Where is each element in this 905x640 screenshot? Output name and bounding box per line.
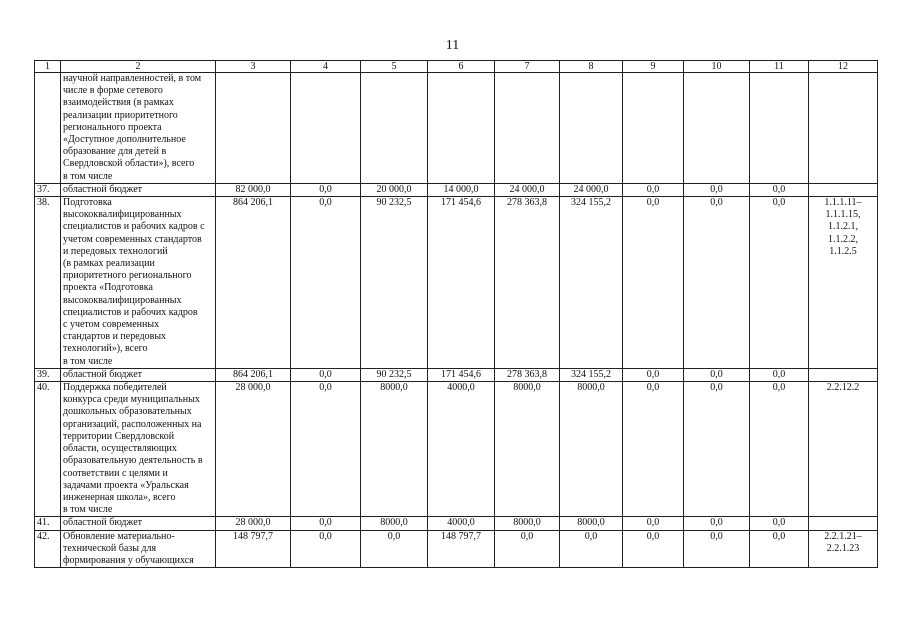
value-cell [291, 73, 361, 184]
column-header: 8 [560, 61, 623, 73]
value-cell: 0,0 [684, 368, 750, 381]
value-cell: 0,0 [684, 183, 750, 196]
description-line: организаций, расположенных на [63, 418, 202, 430]
reference-line: 2.2.1.21– [824, 530, 862, 542]
row-description [61, 368, 216, 381]
column-header: 5 [361, 61, 428, 73]
description-line: стандартов и передовых [63, 331, 167, 343]
description-line: инженерная школа», всего [63, 491, 176, 503]
value-cell: 24 000,0 [560, 183, 623, 196]
value-cell: 0,0 [291, 530, 361, 568]
description-line: Поддержка победителей [63, 382, 167, 394]
description-line: Свердловской области»), всего [63, 158, 195, 170]
table-row [35, 197, 878, 369]
reference-cell [809, 197, 878, 369]
description-line: высококвалифицированных [63, 209, 182, 221]
column-header: 10 [684, 61, 750, 73]
description-line: реализации приоритетного [63, 109, 178, 121]
value-cell: 0,0 [750, 183, 809, 196]
value-cell: 28 000,0 [216, 517, 291, 530]
row-number: 37. [35, 183, 61, 196]
table-row [35, 517, 878, 530]
value-cell: 148 797,7 [216, 530, 291, 568]
reference-line: 1.1.2.1, [828, 221, 858, 233]
value-cell: 4000,0 [428, 382, 495, 517]
value-cell: 0,0 [623, 197, 684, 369]
reference-line: 1.1.1.11– [824, 197, 862, 209]
column-header: 9 [623, 61, 684, 73]
row-description [61, 530, 216, 568]
description-line: специалистов и рабочих кадров с [63, 221, 205, 233]
value-cell: 0,0 [684, 530, 750, 568]
value-cell [361, 73, 428, 184]
value-cell: 20 000,0 [361, 183, 428, 196]
row-number: 38. [35, 197, 61, 369]
reference-cell [809, 183, 878, 196]
description-line: учетом современных стандартов [63, 233, 202, 245]
value-cell: 0,0 [560, 530, 623, 568]
reference-line: 1.1.2.5 [829, 245, 857, 257]
description-line: формирования у обучающихся [63, 554, 194, 566]
value-cell [684, 73, 750, 184]
column-header-row [35, 61, 878, 73]
description-line: с учетом современных [63, 319, 160, 331]
value-cell: 0,0 [291, 517, 361, 530]
page-number: 11 [445, 38, 460, 53]
value-cell: 24 000,0 [495, 183, 560, 196]
value-cell: 0,0 [291, 368, 361, 381]
value-cell: 278 363,8 [495, 197, 560, 369]
description-line: в том числе [63, 170, 113, 182]
description-line: числе в форме сетевого [63, 85, 163, 97]
value-cell: 0,0 [361, 530, 428, 568]
value-cell: 0,0 [623, 382, 684, 517]
budget-table [34, 60, 878, 568]
value-cell: 0,0 [623, 183, 684, 196]
reference-cell [809, 73, 878, 184]
value-cell: 0,0 [291, 382, 361, 517]
description-line: специалистов и рабочих кадров [63, 306, 198, 318]
value-cell [750, 73, 809, 184]
column-header: 2 [61, 61, 216, 73]
row-number: 39. [35, 368, 61, 381]
description-line: в том числе [63, 355, 113, 367]
value-cell: 0,0 [750, 530, 809, 568]
value-cell: 0,0 [623, 517, 684, 530]
value-cell: 8000,0 [361, 382, 428, 517]
value-cell [428, 73, 495, 184]
row-number [35, 73, 61, 184]
table-row [35, 183, 878, 196]
reference-line: 2.2.12.2 [826, 382, 860, 394]
value-cell: 0,0 [750, 382, 809, 517]
reference-cell [809, 382, 878, 517]
value-cell: 90 232,5 [361, 368, 428, 381]
table-row [35, 73, 878, 184]
row-description [61, 382, 216, 517]
value-cell: 864 206,1 [216, 197, 291, 369]
value-cell: 28 000,0 [216, 382, 291, 517]
description-line: технологий»), всего [63, 343, 148, 355]
column-header: 4 [291, 61, 361, 73]
reference-cell [809, 368, 878, 381]
table-row [35, 382, 878, 517]
description-line: взаимодействия (в рамках [63, 97, 174, 109]
description-line: проекта «Подготовка [63, 282, 153, 294]
description-line: соответствии с целями и [63, 467, 168, 479]
description-line: приоритетного регионального [63, 270, 192, 282]
description-line: и передовых технологий [63, 245, 168, 257]
column-header: 11 [750, 61, 809, 73]
reference-line: 2.2.1.23 [826, 542, 860, 554]
description-line: технической базы для [63, 542, 157, 554]
reference-cell [809, 517, 878, 530]
value-cell: 8000,0 [560, 382, 623, 517]
description-line: регионального проекта [63, 121, 162, 133]
description-line: «Доступное дополнительное [63, 134, 186, 146]
description-line: территории Свердловской [63, 430, 175, 442]
description-line: Подготовка [63, 197, 112, 209]
value-cell: 324 155,2 [560, 368, 623, 381]
value-cell: 0,0 [684, 382, 750, 517]
column-header: 6 [428, 61, 495, 73]
value-cell: 171 454,6 [428, 368, 495, 381]
value-cell: 0,0 [495, 530, 560, 568]
row-number: 42. [35, 530, 61, 568]
value-cell: 278 363,8 [495, 368, 560, 381]
value-cell: 8000,0 [361, 517, 428, 530]
value-cell: 0,0 [750, 517, 809, 530]
value-cell: 864 206,1 [216, 368, 291, 381]
description-line: образовательную деятельность в [63, 455, 203, 467]
table-row [35, 530, 878, 568]
reference-line: 1.1.1.15, [825, 209, 861, 221]
description-line: области, осуществляющих [63, 443, 177, 455]
reference-line: 1.1.2.2, [828, 233, 858, 245]
row-description [61, 73, 216, 184]
description-line: областной бюджет [63, 183, 143, 195]
row-description [61, 197, 216, 369]
value-cell: 148 797,7 [428, 530, 495, 568]
value-cell: 324 155,2 [560, 197, 623, 369]
description-line: высококвалифицированных [63, 294, 182, 306]
value-cell: 8000,0 [560, 517, 623, 530]
row-number: 40. [35, 382, 61, 517]
value-cell [495, 73, 560, 184]
value-cell: 0,0 [684, 197, 750, 369]
column-header: 12 [809, 61, 878, 73]
value-cell: 0,0 [750, 368, 809, 381]
reference-cell [809, 530, 878, 568]
column-header: 7 [495, 61, 560, 73]
value-cell: 0,0 [623, 530, 684, 568]
value-cell: 0,0 [291, 183, 361, 196]
description-line: образование для детей в [63, 146, 167, 158]
value-cell: 0,0 [623, 368, 684, 381]
row-description [61, 183, 216, 196]
value-cell: 0,0 [291, 197, 361, 369]
value-cell: 4000,0 [428, 517, 495, 530]
value-cell: 14 000,0 [428, 183, 495, 196]
description-line: (в рамках реализации [63, 258, 155, 270]
column-header: 3 [216, 61, 291, 73]
value-cell [623, 73, 684, 184]
description-line: областной бюджет [63, 517, 143, 529]
value-cell: 171 454,6 [428, 197, 495, 369]
value-cell: 8000,0 [495, 517, 560, 530]
description-line: Обновление материально- [63, 530, 175, 542]
description-line: областной бюджет [63, 368, 143, 380]
value-cell: 0,0 [750, 197, 809, 369]
column-header: 1 [35, 61, 61, 73]
value-cell: 0,0 [684, 517, 750, 530]
description-line: конкурса среди муниципальных [63, 394, 200, 406]
value-cell: 8000,0 [495, 382, 560, 517]
value-cell: 90 232,5 [361, 197, 428, 369]
description-line: дошкольных образовательных [63, 406, 192, 418]
description-line: в том числе [63, 504, 113, 516]
row-number: 41. [35, 517, 61, 530]
value-cell: 82 000,0 [216, 183, 291, 196]
value-cell [560, 73, 623, 184]
table-row [35, 368, 878, 381]
description-line: научной направленностей, в том [63, 73, 202, 84]
value-cell [216, 73, 291, 184]
row-description [61, 517, 216, 530]
description-line: задачами проекта «Уральская [63, 479, 189, 491]
